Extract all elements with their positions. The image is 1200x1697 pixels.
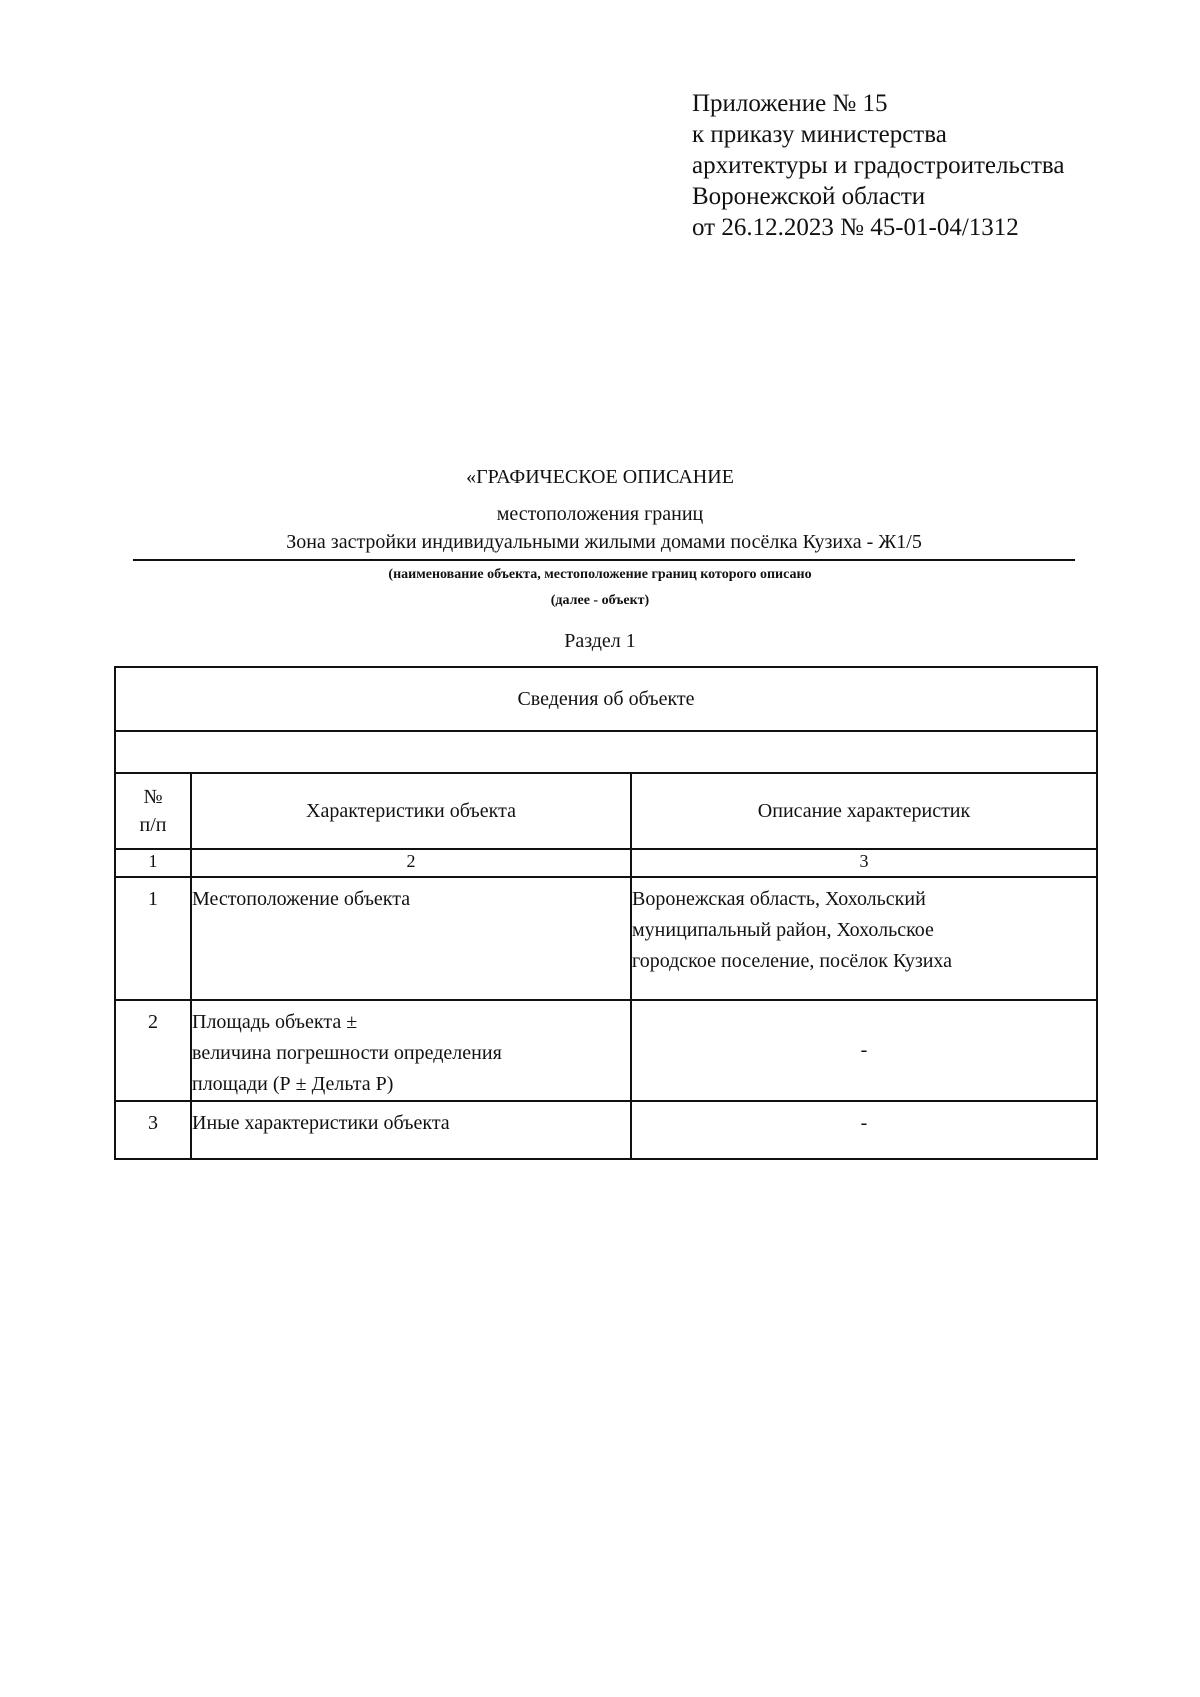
appendix-line: Воронежской области (692, 183, 926, 210)
header-number-line: № (143, 786, 163, 808)
header-number-line: п/п (139, 814, 167, 836)
column-number: 1 (115, 849, 191, 877)
text-line: Воронежская область, Хохольский (632, 888, 926, 910)
document-title: «ГРАФИЧЕСКОЕ ОПИСАНИЕ (466, 466, 734, 488)
row-number: 3 (115, 1101, 191, 1159)
table-row (115, 877, 1097, 1000)
header-characteristics: Характеристики объекта (191, 773, 631, 849)
appendix-line: к приказу министерства (692, 121, 947, 148)
text-line: муниципальный район, Хохольское (632, 919, 934, 941)
table-caption-row (115, 667, 1097, 731)
appendix-line: от 26.12.2023 № 45-01-04/1312 (692, 214, 1019, 241)
column-number: 3 (631, 849, 1097, 877)
object-name: Зона застройки индивидуальными жилыми домами посёлка Кузиха - Ж1/5 (133, 531, 1075, 561)
table-row (115, 1000, 1097, 1101)
object-name-note: (наименование объекта, местоположение границ которого описано (388, 567, 812, 582)
empty-cell (115, 731, 1097, 773)
text-line: Местоположение объекта (192, 888, 411, 910)
text-line: Площадь объекта ± (192, 1011, 358, 1033)
header-number (115, 773, 191, 849)
table-header-row (115, 773, 1097, 849)
text-line: городское поселение, посёлок Кузиха (632, 950, 953, 972)
table-caption: Сведения об объекте (115, 667, 1097, 731)
appendix-line: Приложение № 15 (692, 90, 888, 117)
row-description: - (631, 1000, 1097, 1101)
row-number: 2 (115, 1000, 191, 1101)
appendix-line: архитектуры и градостроительства (692, 152, 1065, 179)
table-row (115, 1101, 1097, 1159)
row-description (631, 877, 1097, 1000)
text-line: площади (Р ± Дельта Р) (192, 1073, 394, 1095)
column-number: 2 (191, 849, 631, 877)
row-number: 1 (115, 877, 191, 1000)
column-number-row (115, 849, 1097, 877)
header-description: Описание характеристик (631, 773, 1097, 849)
text-line: Иные характеристики объекта (192, 1112, 450, 1134)
document-subtitle: местоположения границ (496, 503, 704, 525)
object-info-table (114, 666, 1098, 1160)
appendix-header (692, 88, 1064, 243)
row-characteristic (191, 877, 631, 1000)
row-characteristic (191, 1101, 631, 1159)
section-heading: Раздел 1 (564, 630, 636, 652)
row-characteristic (191, 1000, 631, 1101)
text-line: величина погрешности определения (192, 1042, 502, 1064)
row-description: - (631, 1101, 1097, 1159)
object-name-note-continued: (далее - объект) (550, 593, 650, 608)
table-empty-row (115, 731, 1097, 773)
